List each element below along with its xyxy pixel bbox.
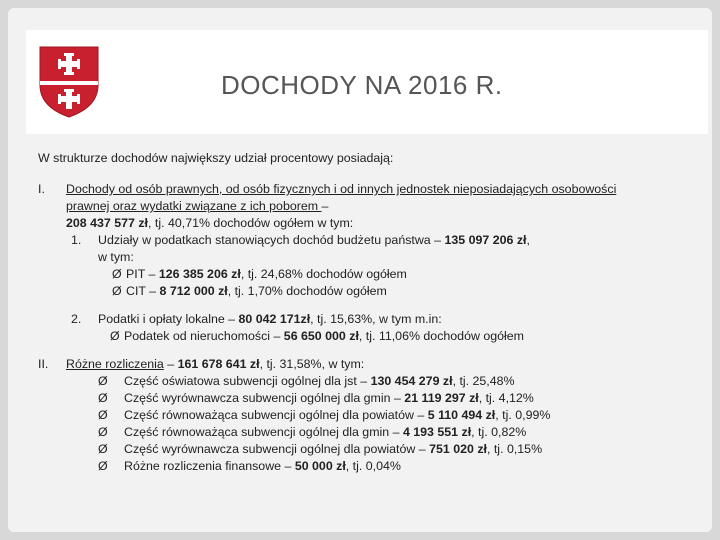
bullet-rest: , tj. 24,68% dochodów ogółem <box>240 267 407 281</box>
bullet-amount: 50 000 zł <box>294 459 346 473</box>
list-item-1 <box>66 232 708 300</box>
bullet-rest: , tj. 0,82% <box>471 425 527 439</box>
section-2-dash: – <box>163 357 178 371</box>
section-1-number: I. <box>38 182 45 196</box>
bullet-amount: 751 020 zł <box>429 442 487 456</box>
bullet-rest: , tj. 4,12% <box>478 391 534 405</box>
section-1-amount: 208 437 577 zł <box>66 216 148 230</box>
coat-of-arms-icon <box>38 45 100 119</box>
arrow-bullet-icon: Ø <box>98 408 108 422</box>
list-item-2-rest: , tj. 15,63%, w tym m.in: <box>310 312 442 326</box>
section-1-line1: Dochody od osób prawnych, od osób fizycznych i od innych jednostek nieposiadających osobowości <box>66 182 617 196</box>
page-title: DOCHODY NA 2016 R. <box>221 70 503 100</box>
arrow-bullet-icon: Ø <box>98 374 108 388</box>
list-item <box>98 328 708 345</box>
bullet-rest: , tj. 1,70% dochodów ogółem <box>227 284 387 298</box>
arrow-bullet-icon: Ø <box>98 442 108 456</box>
bullet-amount: 5 110 494 zł <box>427 408 496 422</box>
list-item <box>98 283 708 300</box>
arrow-bullet-icon: Ø <box>112 284 122 298</box>
bullet-rest: , tj. 0,04% <box>345 459 401 473</box>
section-2-list <box>66 373 708 475</box>
list-item-2 <box>66 311 708 345</box>
section-2 <box>38 356 708 475</box>
section-2-label: Różne rozliczenia <box>66 357 164 371</box>
bullet-label: Część wyrównawcza subwencji ogólnej dla gmin – <box>124 391 405 405</box>
list-item-1-amount: 135 097 206 zł <box>444 233 527 247</box>
bullet-label: CIT – <box>126 284 160 298</box>
arrow-bullet-icon: Ø <box>98 391 108 405</box>
section-1-dash: – <box>321 199 329 213</box>
bullet-label: Część oświatowa subwencji ogólnej dla jst – <box>124 374 371 388</box>
section-1 <box>38 181 708 345</box>
list-item <box>98 390 708 407</box>
list-item <box>98 407 708 424</box>
section-2-heading <box>66 356 708 373</box>
bullet-amount: 130 454 279 zł <box>370 374 453 388</box>
list-item <box>98 373 708 390</box>
bullet-rest: , tj. 11,06% dochodów ogółem <box>358 329 524 343</box>
bullet-amount: 4 193 551 zł <box>402 425 472 439</box>
bullet-amount: 21 119 297 zł <box>404 391 479 405</box>
arrow-bullet-icon: Ø <box>112 267 122 281</box>
bullet-amount: 8 712 000 zł <box>159 284 228 298</box>
list-item-1-sub-text: w tym: <box>98 250 134 264</box>
bullet-rest: , tj. 25,48% <box>452 374 515 388</box>
section-1-heading <box>66 181 708 232</box>
list-item-1-number: 1. <box>71 233 82 247</box>
bullet-rest: , tj. 0,15% <box>486 442 543 456</box>
arrow-bullet-icon: Ø <box>110 329 120 343</box>
list-item-1-text: Udziały w podatkach stanowiących dochód budżetu państwa – <box>98 233 445 247</box>
list-item <box>98 266 708 283</box>
intro-text: W strukturze dochodów największy udział procentowy posiadają: <box>38 151 394 165</box>
bullet-rest: , tj. 0,99% <box>495 408 551 422</box>
bullet-label: Część równoważąca subwencji ogólnej dla gmin – <box>124 425 403 439</box>
list-item <box>98 424 708 441</box>
header-bar <box>26 30 708 134</box>
content-body <box>38 150 708 475</box>
section-2-rest: , tj. 31,58%, w tym: <box>259 357 365 371</box>
slide <box>8 8 712 532</box>
list-item <box>98 458 708 475</box>
list-item-2-amount: 80 042 171zł <box>238 312 311 326</box>
list-item-2-number: 2. <box>71 312 82 326</box>
section-2-number: II. <box>38 357 49 371</box>
section-1-amount-rest: , tj. 40,71% dochodów ogółem w tym: <box>148 216 354 230</box>
bullet-label: Część wyrównawcza subwencji ogólnej dla powiatów – <box>124 442 430 456</box>
list-item-1-comma: , <box>526 233 530 247</box>
bullet-label: Podatek od nieruchomości – <box>124 329 284 343</box>
section-2-amount: 161 678 641 zł <box>177 357 260 371</box>
bullet-label: Różne rozliczenia finansowe – <box>124 459 295 473</box>
bullet-amount: 56 650 000 zł <box>283 329 359 343</box>
bullet-label: PIT – <box>126 267 159 281</box>
list-item <box>98 441 708 458</box>
bullet-amount: 126 385 206 zł <box>158 267 241 281</box>
list-item-1-sub <box>98 249 708 266</box>
arrow-bullet-icon: Ø <box>98 459 108 473</box>
bullet-label: Część równoważąca subwencji ogólnej dla powiatów – <box>124 408 428 422</box>
list-item-2-text: Podatki i opłaty lokalne – <box>98 312 239 326</box>
section-1-line2: prawnej oraz wydatki związane z ich poborem <box>66 199 322 213</box>
arrow-bullet-icon: Ø <box>98 425 108 439</box>
